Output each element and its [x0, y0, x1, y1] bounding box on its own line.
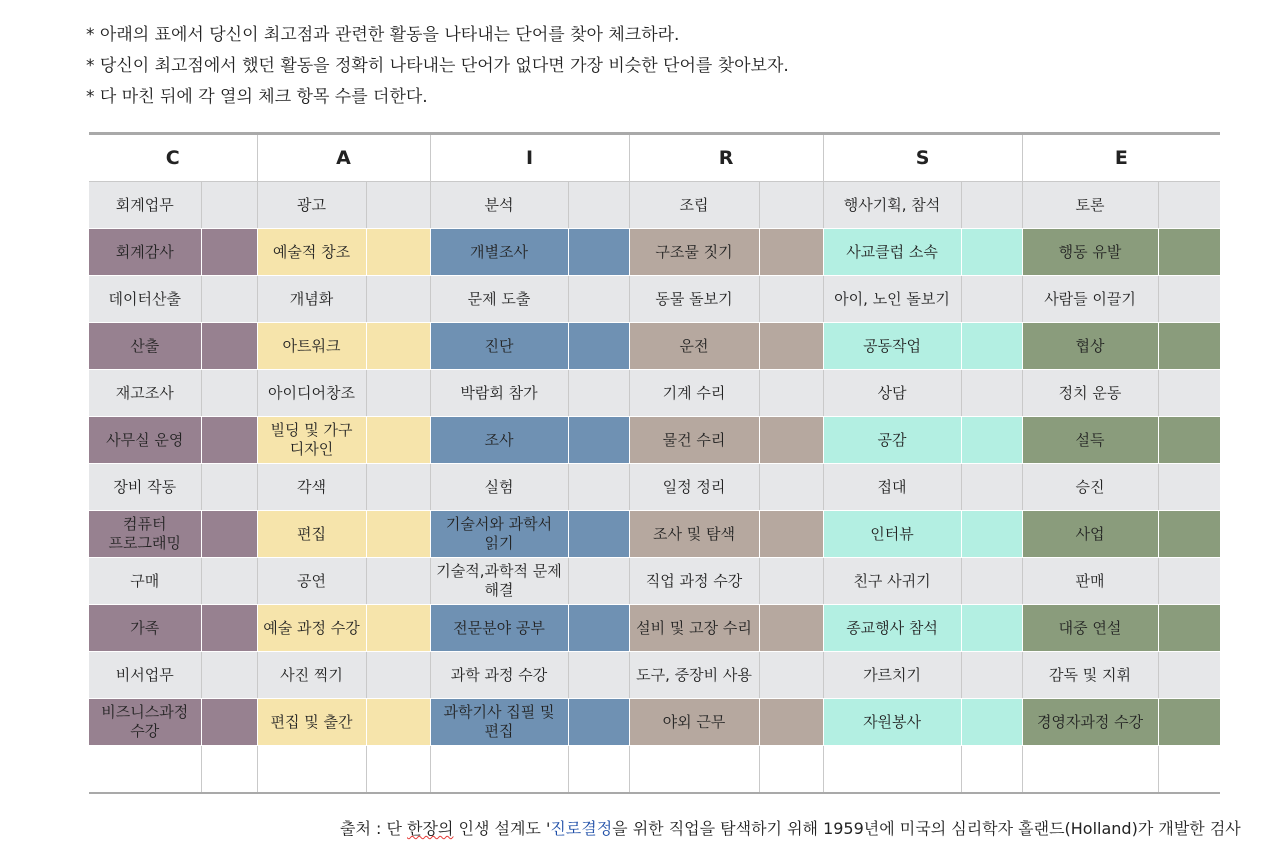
total-label-cell-c	[89, 746, 201, 794]
check-cell-r[interactable]	[759, 370, 823, 417]
activity-word-r: 기계 수리	[629, 370, 759, 417]
activity-word-a: 아이디어창조	[257, 370, 366, 417]
check-cell-s[interactable]	[961, 699, 1022, 746]
check-cell-i[interactable]	[568, 605, 629, 652]
check-cell-r[interactable]	[759, 464, 823, 511]
check-cell-c[interactable]	[201, 417, 257, 464]
column-header-a: A	[257, 134, 430, 182]
activity-word-e: 승진	[1022, 464, 1158, 511]
table-body	[89, 182, 1220, 794]
instruction-line: * 아래의 표에서 당신이 최고점과 관련한 활동을 나타내는 단어를 찾아 체크하라.	[86, 25, 680, 45]
column-header-c: C	[89, 134, 257, 182]
activity-word-a: 아트워크	[257, 323, 366, 370]
activity-word-r: 도구, 중장비 사용	[629, 652, 759, 699]
check-cell-c[interactable]	[201, 605, 257, 652]
holland-checklist-table	[89, 132, 1220, 794]
activity-word-a: 각색	[257, 464, 366, 511]
activity-word-c: 산출	[89, 323, 201, 370]
check-cell-e[interactable]	[1158, 182, 1220, 229]
check-cell-s[interactable]	[961, 276, 1022, 323]
activity-word-i: 기술적,과학적 문제 해결	[430, 558, 568, 605]
activity-word-a: 개념화	[257, 276, 366, 323]
table-row	[89, 699, 1220, 746]
check-cell-c[interactable]	[201, 511, 257, 558]
activity-word-s: 가르치기	[823, 652, 961, 699]
check-cell-a[interactable]	[366, 276, 430, 323]
check-cell-a[interactable]	[366, 182, 430, 229]
activity-word-a: 편집 및 출간	[257, 699, 366, 746]
activity-word-e: 대중 연설	[1022, 605, 1158, 652]
check-cell-i[interactable]	[568, 699, 629, 746]
check-cell-a[interactable]	[366, 464, 430, 511]
activity-word-a: 예술적 창조	[257, 229, 366, 276]
activity-word-s: 공동작업	[823, 323, 961, 370]
check-cell-i[interactable]	[568, 558, 629, 605]
activity-word-s: 접대	[823, 464, 961, 511]
activity-word-s: 아이, 노인 돌보기	[823, 276, 961, 323]
check-cell-e[interactable]	[1158, 558, 1220, 605]
check-cell-e[interactable]	[1158, 605, 1220, 652]
check-cell-i[interactable]	[568, 464, 629, 511]
activity-word-i: 과학기사 집필 및 편집	[430, 699, 568, 746]
check-cell-r[interactable]	[759, 652, 823, 699]
activity-word-e: 감독 및 지휘	[1022, 652, 1158, 699]
check-cell-c[interactable]	[201, 323, 257, 370]
activity-word-e: 설득	[1022, 417, 1158, 464]
check-cell-a[interactable]	[366, 652, 430, 699]
total-label-cell-a	[257, 746, 366, 794]
activity-word-e: 정치 운동	[1022, 370, 1158, 417]
activity-word-e: 사업	[1022, 511, 1158, 558]
total-count-cell-a[interactable]	[366, 746, 430, 794]
check-cell-e[interactable]	[1158, 229, 1220, 276]
activity-word-i: 박람회 참가	[430, 370, 568, 417]
activity-word-e: 판매	[1022, 558, 1158, 605]
check-cell-i[interactable]	[568, 652, 629, 699]
activity-word-c: 재고조사	[89, 370, 201, 417]
activity-word-r: 동물 돌보기	[629, 276, 759, 323]
check-cell-a[interactable]	[366, 417, 430, 464]
check-cell-i[interactable]	[568, 182, 629, 229]
activity-word-i: 조사	[430, 417, 568, 464]
instruction-line: * 당신이 최고점에서 했던 활동을 정확히 나타내는 단어가 없다면 가장 비슷한 단어를 찾아보자.	[86, 56, 789, 76]
activity-word-s: 인터뷰	[823, 511, 961, 558]
activity-word-i: 실험	[430, 464, 568, 511]
check-cell-e[interactable]	[1158, 464, 1220, 511]
check-cell-e[interactable]	[1158, 323, 1220, 370]
check-cell-e[interactable]	[1158, 417, 1220, 464]
activity-word-i: 진단	[430, 323, 568, 370]
activity-word-i: 기술서와 과학서 읽기	[430, 511, 568, 558]
table-row	[89, 229, 1220, 276]
activity-word-i: 과학 과정 수강	[430, 652, 568, 699]
activity-word-r: 설비 및 고장 수리	[629, 605, 759, 652]
check-cell-r[interactable]	[759, 276, 823, 323]
check-cell-r[interactable]	[759, 229, 823, 276]
activity-word-s: 사교클럽 소속	[823, 229, 961, 276]
activity-word-c: 컴퓨터 프로그래밍	[89, 511, 201, 558]
check-cell-s[interactable]	[961, 558, 1022, 605]
activity-word-c: 사무실 운영	[89, 417, 201, 464]
total-label-cell-r	[629, 746, 759, 794]
check-cell-c[interactable]	[201, 464, 257, 511]
check-cell-s[interactable]	[961, 323, 1022, 370]
check-cell-c[interactable]	[201, 276, 257, 323]
activity-word-i: 전문분야 공부	[430, 605, 568, 652]
activity-word-c: 회계업무	[89, 182, 201, 229]
total-label-cell-i	[430, 746, 568, 794]
total-label-cell-e	[1022, 746, 1158, 794]
check-cell-i[interactable]	[568, 323, 629, 370]
check-cell-a[interactable]	[366, 370, 430, 417]
column-header-r: R	[629, 134, 823, 182]
table-row	[89, 182, 1220, 229]
check-cell-i[interactable]	[568, 511, 629, 558]
instructions	[86, 20, 1236, 113]
check-cell-c[interactable]	[201, 229, 257, 276]
activity-word-i: 개별조사	[430, 229, 568, 276]
check-cell-s[interactable]	[961, 229, 1022, 276]
activity-word-c: 비즈니스과정 수강	[89, 699, 201, 746]
activity-word-r: 조사 및 탐색	[629, 511, 759, 558]
check-cell-a[interactable]	[366, 558, 430, 605]
activity-word-e: 경영자과정 수강	[1022, 699, 1158, 746]
activity-word-e: 협상	[1022, 323, 1158, 370]
activity-word-s: 종교행사 참석	[823, 605, 961, 652]
table-row	[89, 323, 1220, 370]
activity-word-i: 문제 도출	[430, 276, 568, 323]
activity-word-a: 빌딩 및 가구 디자인	[257, 417, 366, 464]
check-cell-c[interactable]	[201, 558, 257, 605]
source-footnote	[340, 818, 1240, 840]
check-cell-s[interactable]	[961, 652, 1022, 699]
activity-word-c: 회계감사	[89, 229, 201, 276]
activity-word-r: 직업 과정 수강	[629, 558, 759, 605]
check-cell-r[interactable]	[759, 605, 823, 652]
check-cell-r[interactable]	[759, 699, 823, 746]
activity-word-a: 공연	[257, 558, 366, 605]
check-cell-s[interactable]	[961, 370, 1022, 417]
activity-word-c: 장비 작동	[89, 464, 201, 511]
activity-word-r: 운전	[629, 323, 759, 370]
check-cell-e[interactable]	[1158, 699, 1220, 746]
activity-word-e: 사람들 이끌기	[1022, 276, 1158, 323]
table-row	[89, 370, 1220, 417]
check-cell-e[interactable]	[1158, 276, 1220, 323]
table-row	[89, 605, 1220, 652]
header-row	[89, 134, 1220, 182]
activity-word-s: 공감	[823, 417, 961, 464]
check-cell-a[interactable]	[366, 699, 430, 746]
activity-word-e: 행동 유발	[1022, 229, 1158, 276]
footnote-middle: 인생 설계도 '	[453, 819, 551, 838]
table-row	[89, 417, 1220, 464]
check-cell-s[interactable]	[961, 464, 1022, 511]
activity-word-a: 편집	[257, 511, 366, 558]
check-cell-s[interactable]	[961, 605, 1022, 652]
column-header-e: E	[1022, 134, 1220, 182]
activity-word-r: 조립	[629, 182, 759, 229]
table-row	[89, 464, 1220, 511]
check-cell-a[interactable]	[366, 323, 430, 370]
activity-word-r: 야외 근무	[629, 699, 759, 746]
table-row	[89, 511, 1220, 558]
check-cell-e[interactable]	[1158, 370, 1220, 417]
column-header-s: S	[823, 134, 1022, 182]
activity-word-c: 비서업무	[89, 652, 201, 699]
total-count-cell-e[interactable]	[1158, 746, 1220, 794]
activity-word-a: 사진 찍기	[257, 652, 366, 699]
activity-word-s: 상담	[823, 370, 961, 417]
check-cell-i[interactable]	[568, 370, 629, 417]
check-cell-c[interactable]	[201, 652, 257, 699]
instruction-line: * 다 마친 뒤에 각 열의 체크 항목 수를 더한다.	[86, 87, 428, 107]
total-label-cell-s	[823, 746, 961, 794]
check-cell-i[interactable]	[568, 276, 629, 323]
activity-word-r: 구조물 짓기	[629, 229, 759, 276]
activity-word-s: 행사기획, 참석	[823, 182, 961, 229]
check-cell-s[interactable]	[961, 182, 1022, 229]
activity-word-i: 분석	[430, 182, 568, 229]
total-count-cell-r[interactable]	[759, 746, 823, 794]
check-cell-r[interactable]	[759, 558, 823, 605]
activity-word-s: 친구 사귀기	[823, 558, 961, 605]
activity-word-c: 가족	[89, 605, 201, 652]
total-count-cell-s[interactable]	[961, 746, 1022, 794]
footnote-suffix: 을 위한 직업을 탐색하기 위해 1959년에 미국의 심리학자 홀랜드(Holland)가 개발한 검사	[612, 819, 1241, 838]
check-cell-s[interactable]	[961, 417, 1022, 464]
check-cell-a[interactable]	[366, 605, 430, 652]
footnote-link[interactable]: 진로결정	[550, 819, 613, 838]
footnote-prefix: 출처 : 단	[340, 819, 408, 838]
table-row	[89, 276, 1220, 323]
check-cell-a[interactable]	[366, 229, 430, 276]
check-cell-c[interactable]	[201, 699, 257, 746]
check-cell-c[interactable]	[201, 182, 257, 229]
total-row	[89, 746, 1220, 794]
check-cell-e[interactable]	[1158, 511, 1220, 558]
activity-word-a: 예술 과정 수강	[257, 605, 366, 652]
table-row	[89, 558, 1220, 605]
total-count-cell-c[interactable]	[201, 746, 257, 794]
activity-word-a: 광고	[257, 182, 366, 229]
activity-word-r: 일정 정리	[629, 464, 759, 511]
check-cell-i[interactable]	[568, 229, 629, 276]
check-cell-c[interactable]	[201, 370, 257, 417]
activity-word-s: 자원봉사	[823, 699, 961, 746]
column-header-i: I	[430, 134, 629, 182]
activity-word-c: 구매	[89, 558, 201, 605]
table-row	[89, 652, 1220, 699]
check-cell-r[interactable]	[759, 417, 823, 464]
activity-word-e: 토론	[1022, 182, 1158, 229]
activity-word-r: 물건 수리	[629, 417, 759, 464]
activity-word-c: 데이터산출	[89, 276, 201, 323]
check-cell-r[interactable]	[759, 323, 823, 370]
check-cell-r[interactable]	[759, 511, 823, 558]
check-cell-i[interactable]	[568, 417, 629, 464]
check-cell-r[interactable]	[759, 182, 823, 229]
check-cell-a[interactable]	[366, 511, 430, 558]
total-count-cell-i[interactable]	[568, 746, 629, 794]
footnote-underlined-word: 한장의	[407, 819, 454, 838]
check-cell-e[interactable]	[1158, 652, 1220, 699]
check-cell-s[interactable]	[961, 511, 1022, 558]
